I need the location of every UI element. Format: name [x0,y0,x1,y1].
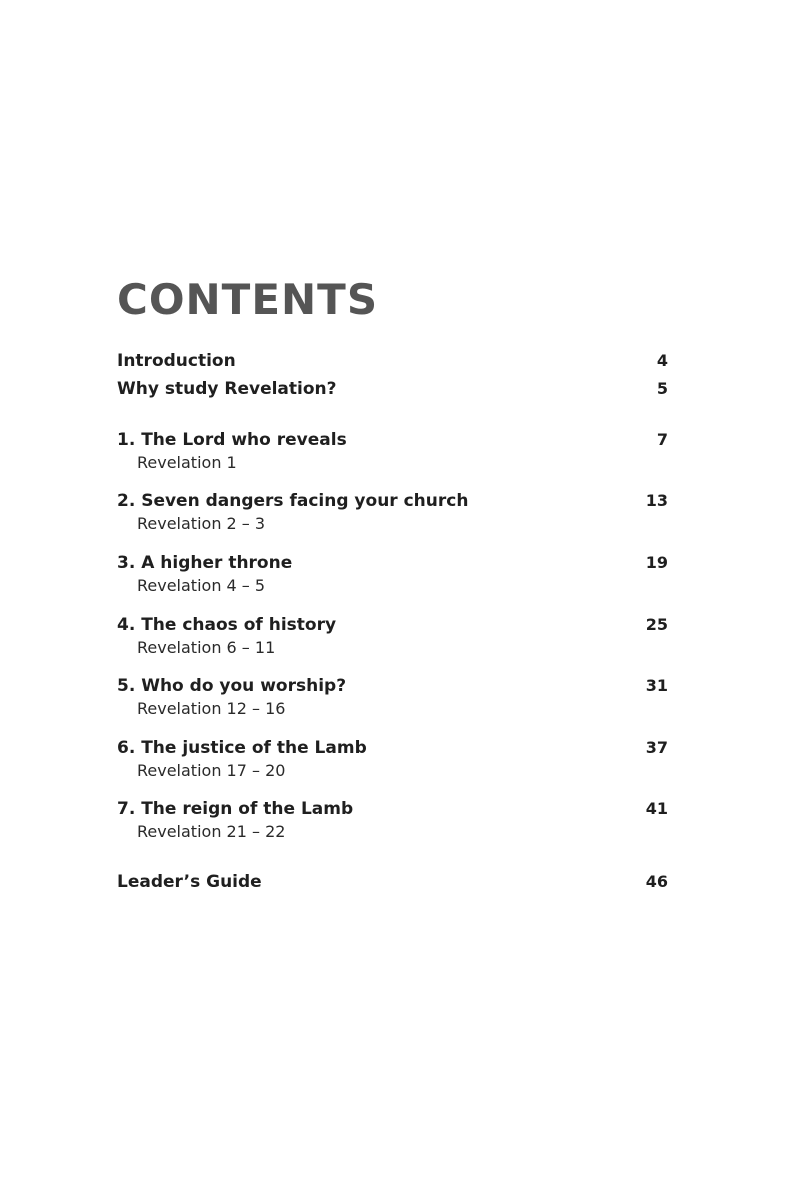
page-title: CONTENTS [117,275,379,324]
toc-entry-page: 4 [656,351,668,370]
toc-entry-title: Leader’s Guide [117,872,262,892]
toc-chapter-4 [117,613,668,659]
toc-chapter-page: 31 [645,676,668,695]
toc-chapter-passage: Revelation 21 – 22 [137,822,286,841]
toc-chapter-page: 41 [645,799,668,818]
toc-chapter-3 [117,551,668,597]
toc-chapter-title: 6. The justice of the Lamb [117,738,367,758]
toc-chapter-5 [117,674,668,720]
toc-chapter-passage: Revelation 12 – 16 [137,699,286,718]
toc-chapter-6 [117,736,668,782]
toc-chapter-passage: Revelation 2 – 3 [137,514,266,533]
toc-entry-leaders-guide [117,870,668,894]
toc-entry-page: 46 [645,872,668,891]
toc-chapter-page: 37 [645,738,668,757]
toc-chapter-title: 5. Who do you worship? [117,676,347,696]
toc-chapter-page: 7 [656,430,668,449]
toc-chapter-2 [117,489,668,535]
toc-chapter-page: 19 [645,553,668,572]
toc-chapter-title: 2. Seven dangers facing your church [117,491,469,511]
toc-chapter-page: 25 [645,615,668,634]
toc-chapter-title: 3. A higher throne [117,553,293,573]
toc-entry-title: Why study Revelation? [117,379,337,399]
toc-chapter-title: 4. The chaos of history [117,615,337,635]
toc-entry-page: 5 [656,379,668,398]
toc-chapter-title: 7. The reign of the Lamb [117,799,354,819]
toc-chapter-1 [117,428,668,474]
toc-chapter-page: 13 [645,491,668,510]
toc-chapter-passage: Revelation 6 – 11 [137,638,276,657]
toc-entry-title: Introduction [117,351,236,371]
toc-chapter-passage: Revelation 4 – 5 [137,576,266,595]
toc-chapter-7 [117,797,668,843]
toc-entry-introduction [117,349,668,373]
toc-chapter-title: 1. The Lord who reveals [117,430,347,450]
toc-chapter-passage: Revelation 1 [137,453,237,472]
toc-entry-why-study [117,377,668,401]
toc-chapter-passage: Revelation 17 – 20 [137,761,286,780]
